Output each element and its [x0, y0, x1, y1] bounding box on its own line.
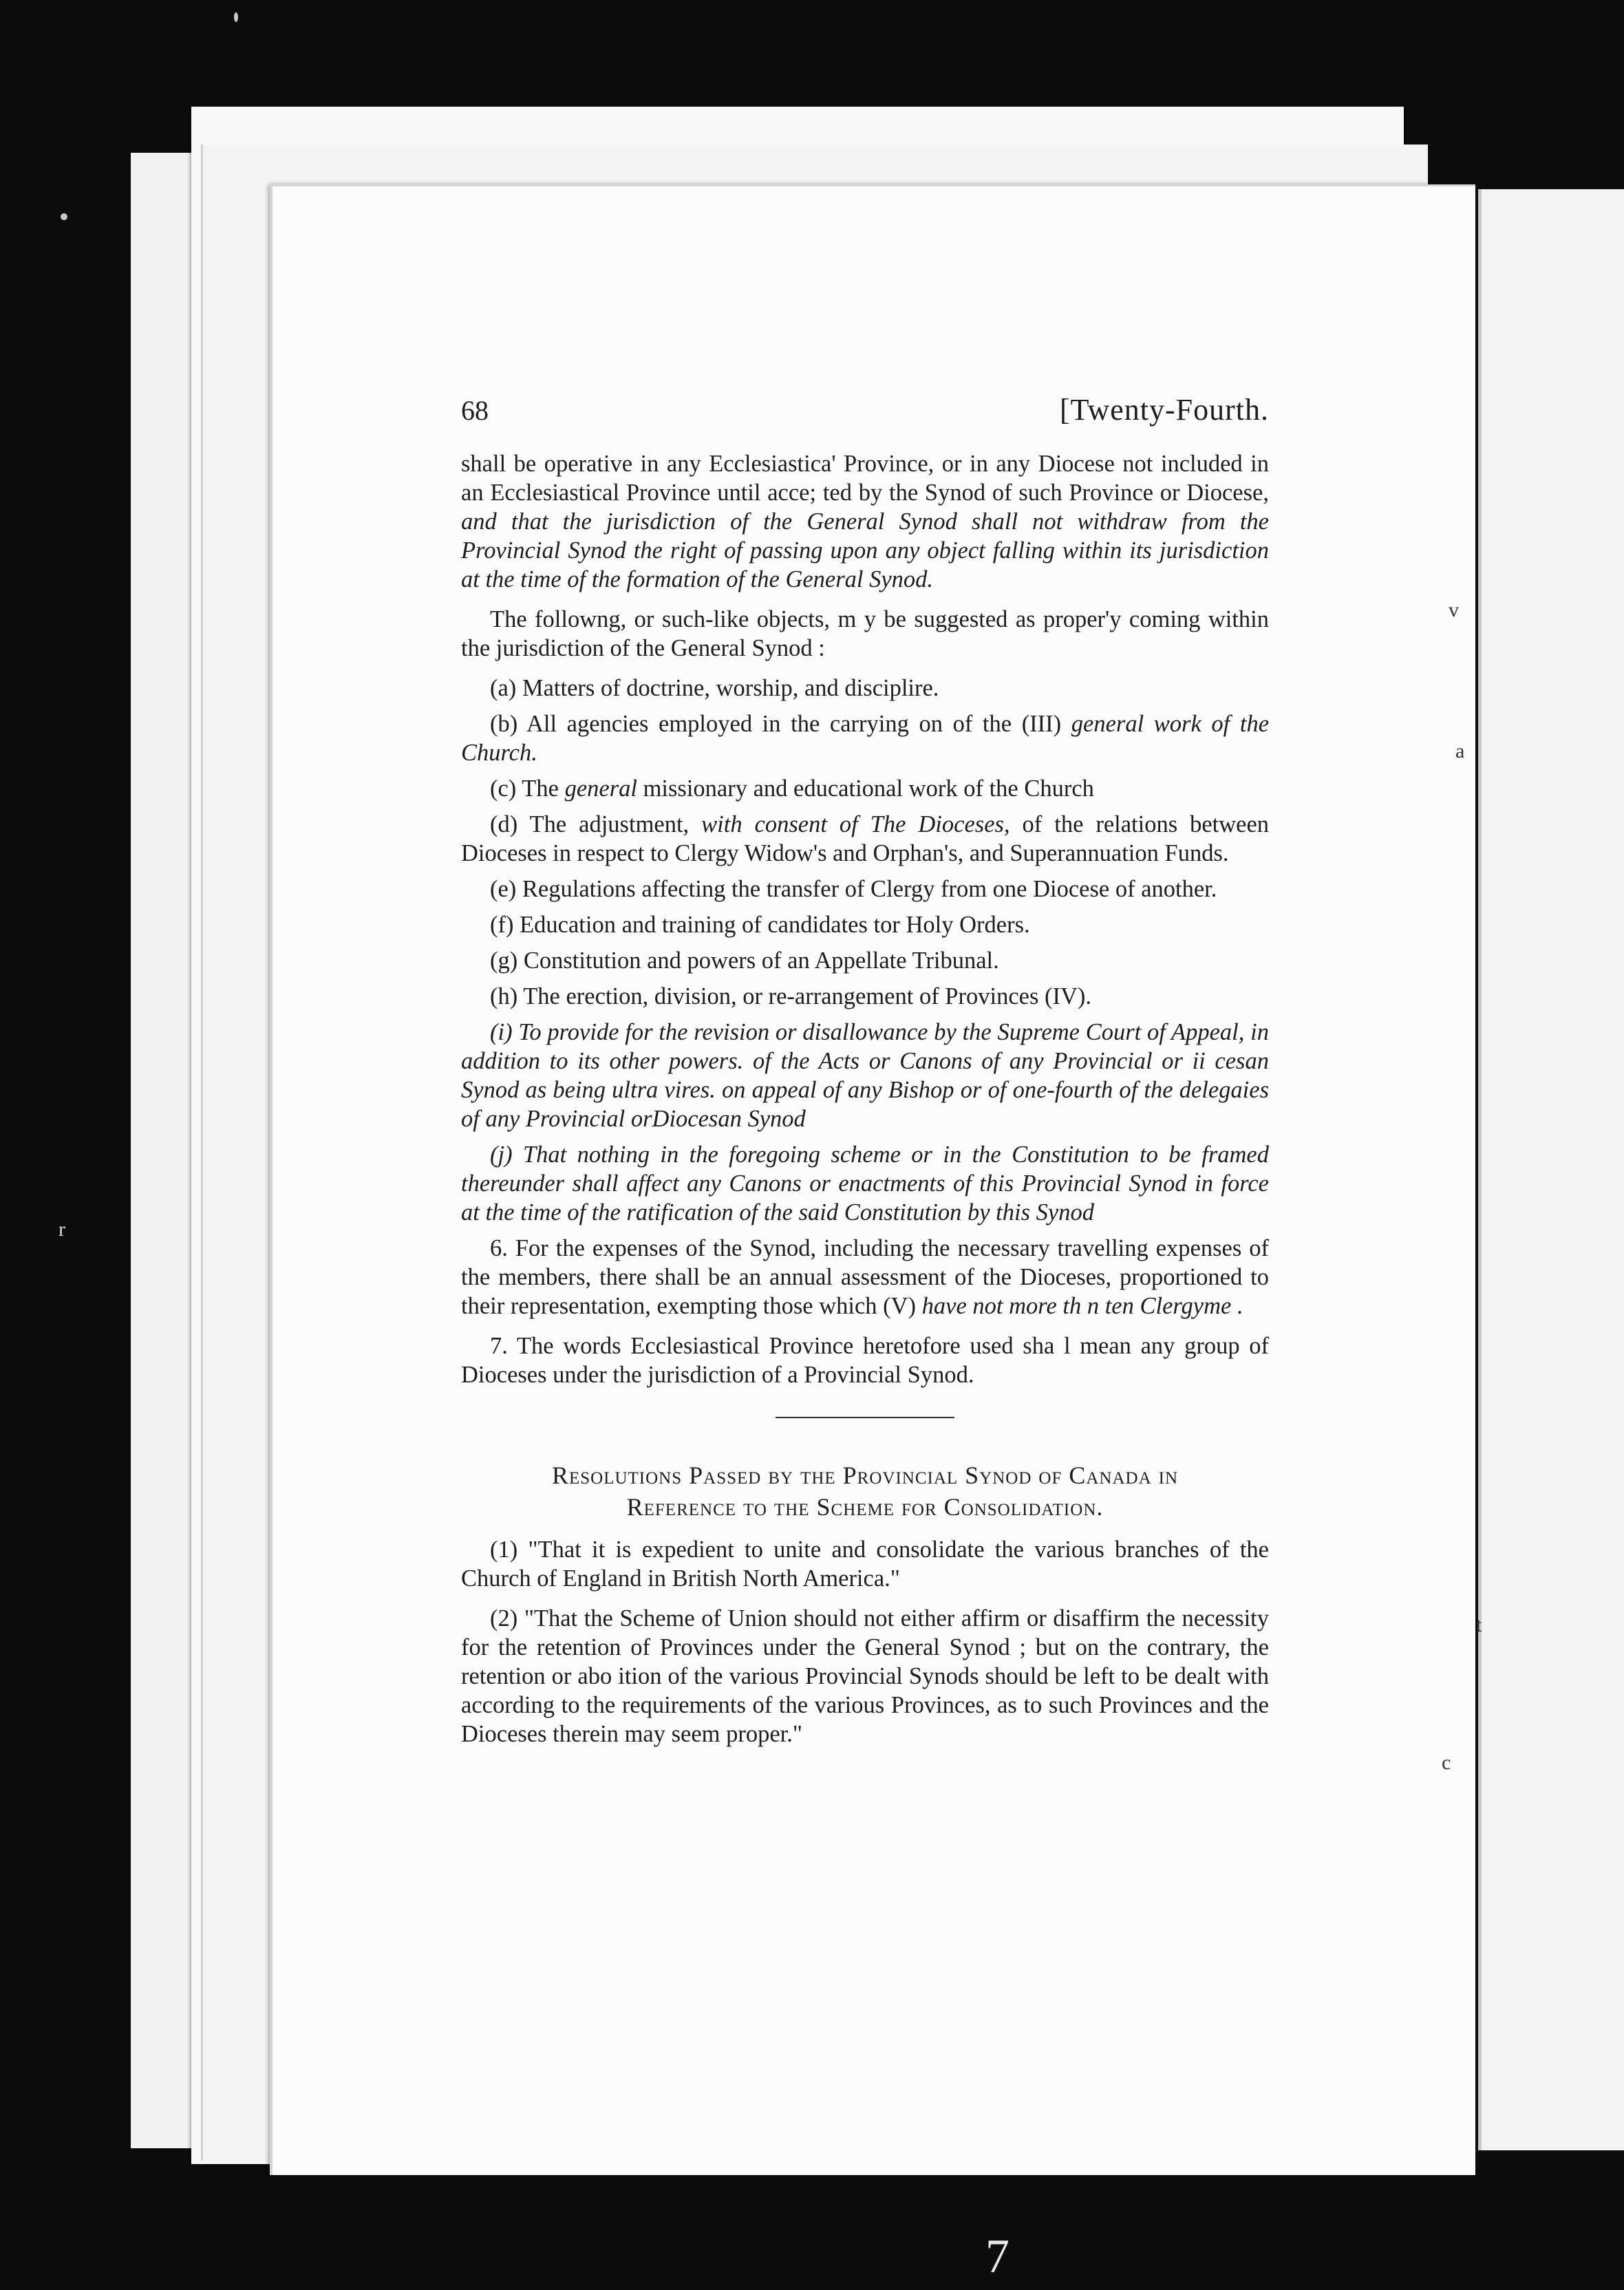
margin-mark: t — [1476, 1614, 1482, 1636]
item-d-text: (d) The adjustment, — [490, 811, 690, 837]
item-c-text: (c) The — [490, 775, 559, 802]
item-h: (h) The erection, division, or re-arrangement of Provinces (IV). — [490, 983, 1092, 1009]
paragraph-7: 7. The words Ecclesiastical Province heretofore used sha l mean any group of Dioceses under the jurisdiction of a Provincial Synod. — [461, 1333, 1269, 1388]
item-e: (e) Regulations affecting the transfer of Clergy from one Diocese of another. — [490, 876, 1217, 902]
speck — [61, 213, 67, 220]
item-i-italic: (i) To provide for the revision or disallowance by the Supreme Court of Appeal, in addition to its other powers. of the Acts or Canons of any Provincial or ii cesan Synod as being ultra vires. on appeal of any Bishop or of one-fourth of the delegaies of any Provincial orDiocesan Synod — [461, 1019, 1269, 1132]
margin-mark: a — [1455, 740, 1465, 762]
resolution-1: (1) "That it is expedient to unite and consolidate the various branches of the Church of England in British North America." — [461, 1537, 1269, 1592]
resolution-2: (2) "That the Scheme of Union should not either affirm or disaffirm the necessity for the retention of Provinces under the General Synod ; but on the contrary, the retention or abo ition of the various Provincial Synods should be left to be dealt with according to the requirements of the various Provinces, as to such Provinces and the Dioceses therein may seem proper." — [461, 1605, 1269, 1747]
item-a: (a) Matters of doctrine, worship, and disciplire. — [490, 675, 939, 701]
running-title: [Twenty-Fourth. — [1060, 393, 1269, 427]
item-b-italic: general work of the Church. — [461, 711, 1270, 766]
facing-page-edge — [1478, 189, 1624, 2150]
speck — [234, 12, 238, 22]
margin-mark: v — [1449, 599, 1459, 621]
page-content — [461, 393, 1270, 1759]
item-f: (f) Education and training of candidates tor Holy Orders. — [490, 912, 1030, 938]
intro-text: shall be operative in any Ecclesiastica' Province, or in any Diocese not included in an Ecclesiastical Province until acce; ted by the Synod of such Province or Diocese, — [461, 451, 1269, 506]
item-c-italic: general — [564, 775, 637, 802]
following-paragraph: The followng, or such-like objects, m y be suggested as proper'y coming within the jurisdiction of the General Synod : — [461, 606, 1269, 661]
item-b — [461, 709, 1269, 767]
intro-paragraph — [461, 449, 1269, 594]
page-number: 68 — [461, 395, 489, 426]
item-i — [461, 1018, 1269, 1133]
item-b-text: (b) All agencies employed in the carrying on of the (III) — [490, 711, 1062, 737]
margin-mark: c — [1442, 1751, 1451, 1774]
page-header — [461, 393, 1269, 427]
intro-italic-text: and that the jurisdiction of the General Synod shall not withdraw from the Provincial Synod the right of passing upon any object falling within its jurisdiction at the time of the formation of the General Synod. — [461, 509, 1269, 592]
item-d — [461, 810, 1269, 868]
item-d-italic: with consent of The Dioceses, — [701, 811, 1010, 837]
footer-mark: 7 — [985, 2230, 1009, 2283]
item-d-rest: of the relations between Dioceses in respect to Clergy Widow's and Orphan's, and Superannuation Funds. — [461, 811, 1270, 866]
paragraph-6-text: 6. For the expenses of the Synod, including the necessary travelling expenses of the members, there shall be an annual assessment of the Dioceses, proportioned to their representation, exempting those which (V) — [461, 1235, 1269, 1319]
item-g: (g) Constitution and powers of an Appellate Tribunal. — [490, 948, 999, 974]
resolutions-heading-line-1: Resolutions Passed by the Provincial Synod of Canada in — [551, 1462, 1179, 1489]
paragraph-6-italic: have not more th n ten Clergyme . — [921, 1293, 1243, 1319]
resolutions-heading — [461, 1459, 1269, 1523]
paragraph-6 — [461, 1234, 1269, 1320]
item-c — [461, 774, 1269, 803]
resolutions-heading-line-2: Reference to the Scheme for Consolidation. — [626, 1493, 1104, 1521]
item-c-rest: missionary and educational work of the Church — [643, 775, 1094, 802]
section-divider — [776, 1417, 954, 1418]
item-j — [461, 1140, 1269, 1227]
item-j-italic: (j) That nothing in the foregoing scheme or in the Constitution to be framed thereunder shall affect any Canons or enactments of this Provincial Synod in force at the time of the ratification of the said Constitution by this Synod — [461, 1142, 1269, 1226]
margin-mark: r — [58, 1218, 65, 1241]
